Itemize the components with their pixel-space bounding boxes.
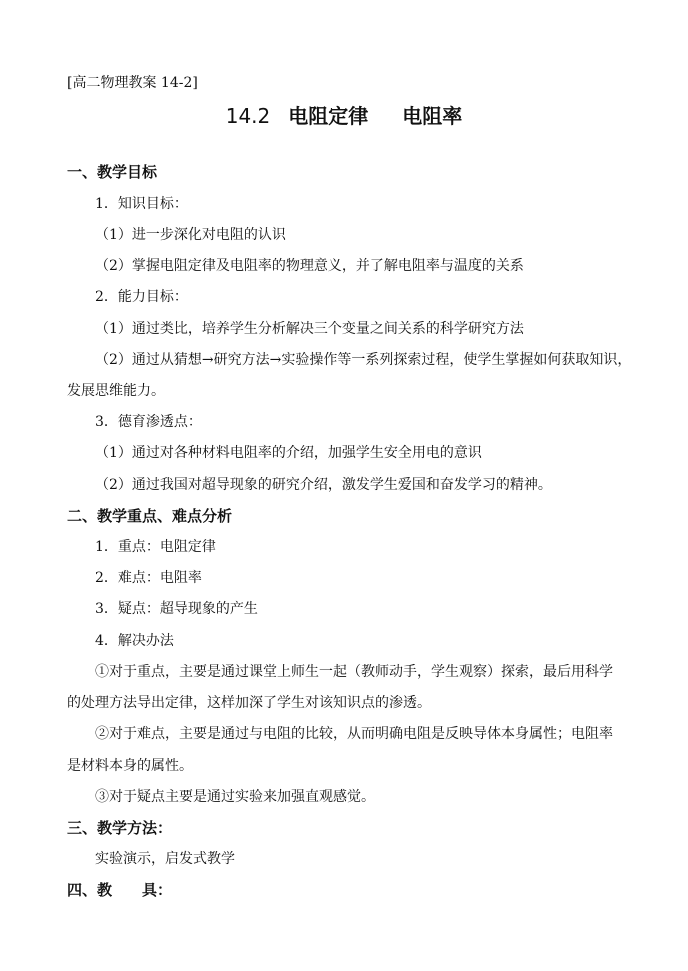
goal-ability-1: （1）通过类比，培养学生分析解决三个变量之间关系的科学研究方法: [95, 321, 524, 337]
solution-2-cont: 是材料本身的属性。: [67, 758, 193, 774]
keypoint-solution: 4．解决办法: [95, 633, 174, 649]
goal-moral: 3．德育渗透点：: [95, 414, 202, 430]
keypoint-difficulty: 2．难点：电阻率: [95, 570, 202, 586]
goal-knowledge-1: （1）进一步深化对电阻的认识: [95, 227, 286, 243]
title-part1: 电阻定律: [288, 104, 369, 128]
solution-2: ②对于难点，主要是通过与电阻的比较，从而明确电阻是反映导体本身属性；电阻率: [95, 726, 613, 742]
goal-moral-1: （1）通过对各种材料电阻率的介绍，加强学生安全用电的意识: [95, 445, 482, 461]
page-title: [0, 103, 688, 129]
goal-moral-2: （2）通过我国对超导现象的研究介绍，激发学生爱国和奋发学习的精神。: [95, 477, 552, 493]
goal-ability: 2．能力目标：: [95, 289, 188, 305]
goal-knowledge: 1．知识目标：: [95, 196, 188, 212]
section-heading-tools: 四、教 具：: [67, 881, 173, 899]
solution-1: ①对于重点，主要是通过课堂上师生一起（教师动手，学生观察）探索，最后用科学: [95, 664, 613, 680]
goal-knowledge-2: （2）掌握电阻定律及电阻率的物理意义，并了解电阻率与温度的关系: [95, 258, 524, 274]
section-heading-goals: 一、教学目标: [67, 163, 158, 181]
solution-3: ③对于疑点主要是通过实验来加强直观感觉。: [95, 789, 375, 805]
section-heading-keypoints: 二、教学重点、难点分析: [67, 507, 233, 525]
goal-ability-2-cont: 发展思维能力。: [67, 383, 165, 399]
solution-1-cont: 的处理方法导出定律，这样加深了学生对该知识点的渗透。: [67, 695, 431, 711]
title-part2: 电阻率: [402, 104, 463, 128]
keypoint-doubt: 3．疑点：超导现象的产生: [95, 601, 258, 617]
methods-text: 实验演示，启发式教学: [95, 851, 235, 867]
section-heading-methods: 三、教学方法：: [67, 819, 173, 837]
goal-ability-2: （2）通过从猜想→研究方法→实验操作等一系列探索过程，使学生掌握如何获取知识，: [95, 352, 632, 368]
keypoint-focus: 1．重点：电阻定律: [95, 539, 216, 555]
lesson-plan-label: [高二物理教案 14-2]: [67, 75, 198, 91]
title-number: 14.2: [225, 104, 271, 128]
